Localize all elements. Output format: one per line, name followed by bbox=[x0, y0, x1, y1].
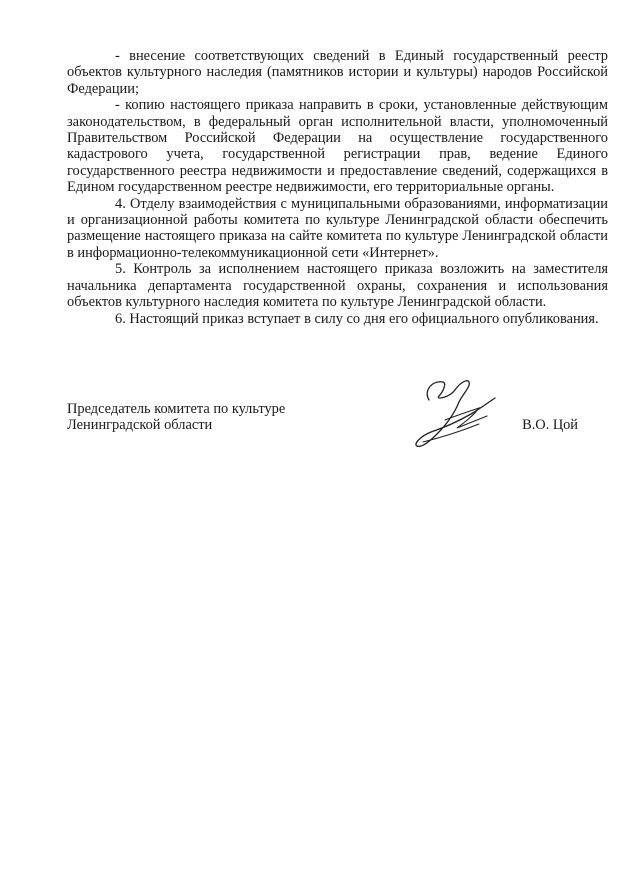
signature-block bbox=[67, 396, 608, 466]
paragraph-copy-sending: - копию настоящего приказа направить в сроки, установленные действующим законодательством, в федеральный орган исполнительной власти, уполномоченный Правительством Российской Федерации на осуществление государственного кадастрового учета, государственной регистрации прав, ведение Единого государственного реестра недвижимости и предоставление сведений, содержащихся в Едином государственном реестре недвижимости, его территориальные органы. bbox=[67, 97, 608, 196]
paragraph-item-4: 4. Отделу взаимодействия с муниципальными образованиями, информатизации и организационной работы комитета по культуре Ленинградской области обеспечить размещение настоящего приказа на сайте комитета по культуре Ленинградской области в информационно-телекоммуникационной сети «Интернет». bbox=[67, 195, 608, 261]
signatory-name: В.О. Цой bbox=[522, 417, 578, 433]
signatory-position-line-1: Председатель комитета по культуре bbox=[67, 401, 286, 417]
signature-stroke-2 bbox=[416, 398, 495, 446]
signatory-position-line-2: Ленинградской области bbox=[67, 417, 213, 434]
signature-stroke-1 bbox=[427, 381, 469, 402]
paragraph-item-5: 5. Контроль за исполнением настоящего приказа возложить на заместителя начальника департамента государственной охраны, сохранения и использования объектов культурного наследия комитета по культуре Ленинградской области. bbox=[67, 261, 608, 311]
paragraph-item-6: 6. Настоящий приказ вступает в силу со дня его официального опубликования. bbox=[115, 310, 599, 327]
signature-stroke-4 bbox=[423, 424, 479, 442]
paragraph-registry-entry: - внесение соответствующих сведений в Единый государственный реестр объектов культурного наследия (памятников истории и культуры) народов Российской Федерации; bbox=[67, 48, 608, 97]
signature-stroke-3 bbox=[445, 408, 487, 428]
signatory-position bbox=[67, 401, 327, 434]
handwritten-signature-icon bbox=[399, 372, 509, 462]
document-body bbox=[67, 48, 608, 327]
